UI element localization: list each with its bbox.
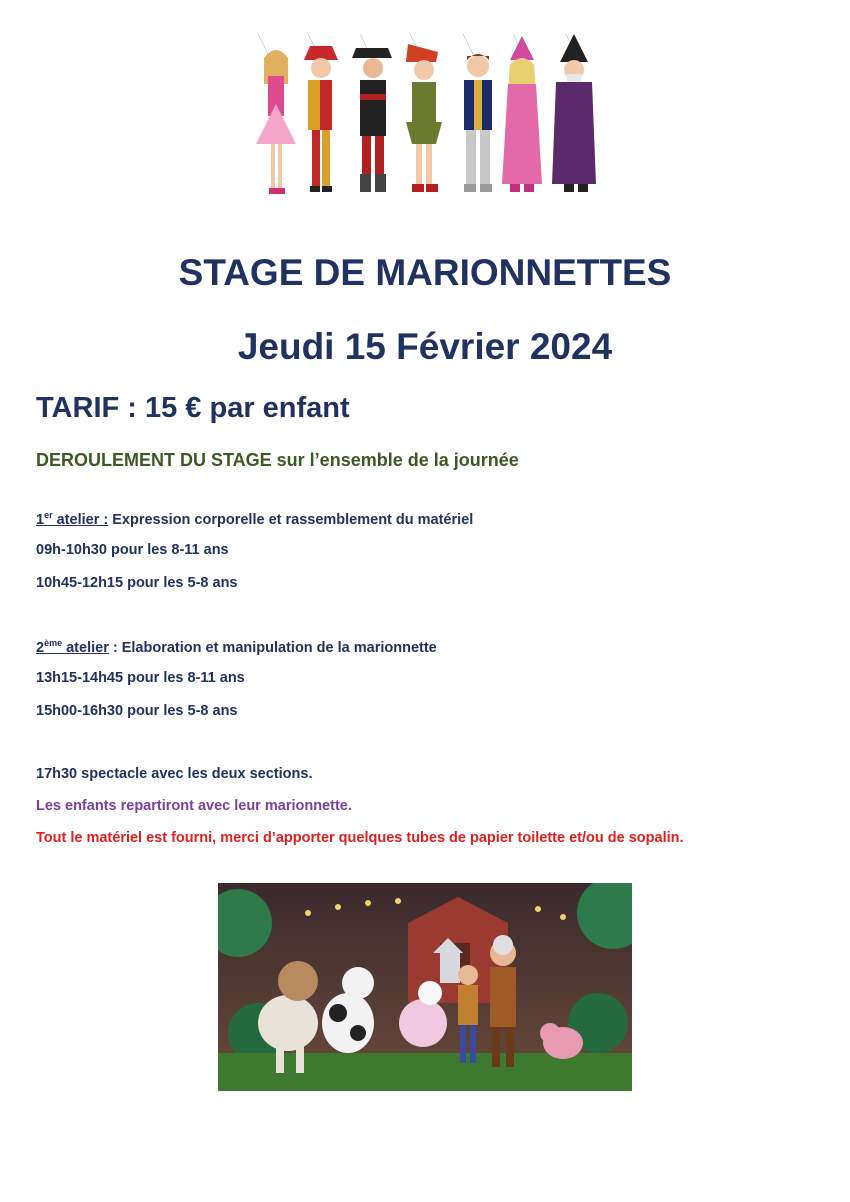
puppet-show-illustration <box>218 883 632 1091</box>
marionnette-note: Les enfants repartiront avec leur marionnette. <box>36 798 352 814</box>
puppet-princess-pink <box>256 50 296 194</box>
price-info: TARIF : 15 € par enfant <box>36 392 350 424</box>
puppet-elf <box>406 44 442 192</box>
puppets-illustration <box>238 34 610 206</box>
event-date: Jeudi 15 Février 2024 <box>237 326 613 367</box>
puppet-pirate <box>352 48 392 192</box>
puppet-knight <box>464 54 492 192</box>
puppet-princess-hat <box>502 36 542 192</box>
materiel-note: Tout le matériel est fourni, merci d’apporter quelques tubes de papier toilette et/ou de sopalin. <box>36 830 684 846</box>
atelier1-heading <box>36 510 473 528</box>
atelier1-label: atelier : <box>52 511 109 528</box>
atelier2-number: 2 <box>36 639 45 656</box>
atelier1-description: Expression corporelle et rassemblement du matériel <box>108 511 474 528</box>
puppet-jester <box>304 46 338 192</box>
atelier1-slot-1: 09h-10h30 pour les 8-11 ans <box>36 542 229 558</box>
atelier1-number: 1 <box>36 511 45 528</box>
puppet-wizard <box>552 34 596 192</box>
atelier1-slot-2: 10h45-12h15 pour les 5-8 ans <box>36 575 238 591</box>
atelier2-description: : Elaboration et manipulation de la marionnette <box>108 639 437 656</box>
atelier2-slot-1: 13h15-14h45 pour les 8-11 ans <box>36 670 245 686</box>
spectacle-info: 17h30 spectacle avec les deux sections. <box>36 766 313 782</box>
atelier1-ordinal: er <box>44 510 53 520</box>
schedule-heading: DEROULEMENT DU STAGE sur l’ensemble de la journée <box>36 450 519 470</box>
atelier2-heading <box>36 638 437 656</box>
atelier2-ordinal: ème <box>44 638 63 648</box>
page-title: STAGE DE MARIONNETTES <box>178 252 672 293</box>
atelier2-label: atelier <box>62 639 109 656</box>
atelier2-slot-2: 15h00-16h30 pour les 5-8 ans <box>36 703 238 719</box>
